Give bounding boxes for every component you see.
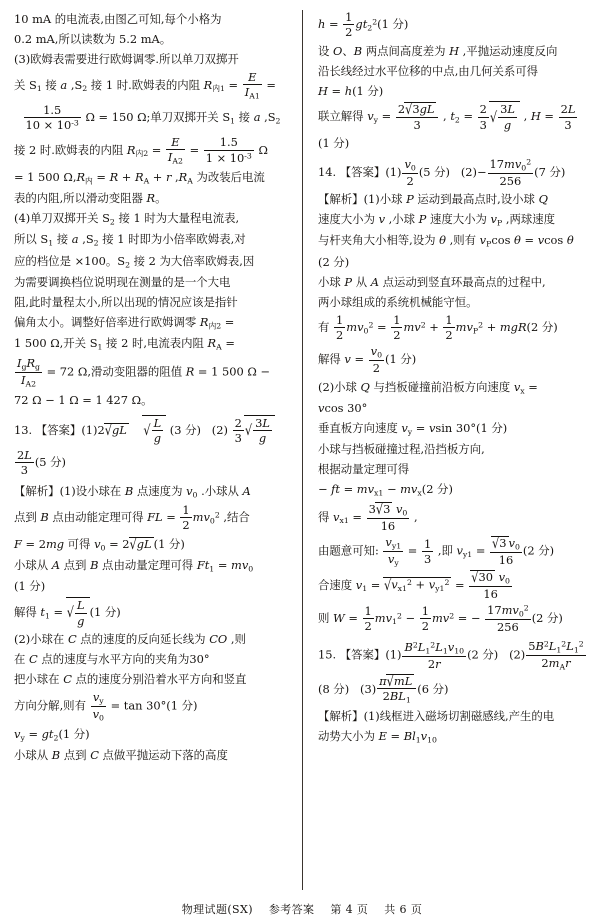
text-line: 为需要调换档位说明现在测量的是一个大电 (14, 275, 231, 290)
text-line: 联立解得 $v_y$ = $\frac{2√3gL}{3}$ , $t_2$ = $\frac{2}{3}$ √ $\frac{3L}{g}$ , H = $\frac{2L}{3}$ (318, 100, 576, 132)
text-line: 动势大小为 $E = Bl_1v_{10}$ (318, 729, 437, 745)
text-line: 关 $S_1$ 接 a $,S_2$ 接 1 时.欧姆表的内阻 $R_{内1}$ = $\frac{E}{I_{A1}}$ = (14, 69, 276, 101)
equation-line: $\frac{1.5}{10 \times 10^{-3}}$ Ω = 150 Ω;单刀双掷开关 $S_1$ 接 a $,S_2$ (25, 103, 281, 133)
page-footer (0, 901, 604, 917)
text-line: 两小球组成的系统机械能守恒。 (318, 294, 478, 309)
text-line: 由题意可知: $\frac{v_{y1}}{v_y}$ = $\frac{1}{3}$ ,即 $v_{y1}$ = $\frac{√3 v_0}{16}$ (2 分) (318, 533, 555, 568)
text-line: 应的档位是 ×100。$S_2$ 接 2 为大倍率欧姆表,因 (14, 253, 255, 270)
text-line: 解得 $t_1$ = √ $\frac{L}{g}$ (1 分) (14, 598, 121, 628)
text-line: 偏角太小。调整好倍率进行欧姆调零 $R_{内2}$ = (14, 315, 235, 331)
q13-number: 13. (14, 423, 33, 438)
footer-total: 共 6 页 (384, 903, 423, 916)
text-line: 方向分解,则有 $\frac{v_y}{v_0}$ = tan 30°(1 分) (14, 689, 198, 723)
q14-analysis-label: 【解析】(1)小球 P 运动到最高点时,设小球 Q (318, 192, 548, 207)
two-column-layout (14, 10, 590, 890)
q13-analysis-label: 【解析】(1)设小球在 B 点速度为 $v_0$ .小球从 A (14, 483, 251, 500)
text-line: 设 O、B 两点间高度差为 H ,平抛运动速度反向 (318, 43, 558, 58)
footer-page: 第 4 页 (330, 903, 369, 916)
q15-analysis-label: 【解析】(1)线框进入磁场切割磁感线,产生的电 (318, 709, 555, 724)
text-line: 所以 $S_1$ 接 a $,S_2$ 接 1 时即为小倍率欧姆表,对 (14, 232, 246, 248)
text-line: F = 2mg 可得 $v_0 = 2√gL$ (1 分) (14, 534, 185, 553)
text-line: 合速度 $v_1 = √v_{x1}^2 + v_{y1}^2$ = $\frac{√30 v_0}{16}$ (318, 567, 510, 601)
text-line: 垂直板方向速度 $v_y = vsin$ 30°(1 分) (318, 420, 508, 437)
text-line: 则 W = $\frac{1}{2}$ $mv_1^2$ − $\frac{1}{2}$ $mv^2$ = − $\frac{17mv_0^2}{256}$ (2 分) (318, 603, 563, 635)
text-line: 接 2 时.欧姆表的内阻 $R_{内2}$ = $\frac{E}{I_{A2}}$ = $\frac{1.5}{1 \times 10^{-3}}$ Ω (14, 134, 268, 166)
text-line: (2)小球在 C 点的速度的反向延长线为 CO ,则 (14, 632, 246, 646)
question-13: 13. 【答案】(1)2√gL √ $\frac{L}{g}$ (3 分) (2) $\frac{2}{3}$ √ $\frac{3L}{g}$ (14, 415, 289, 446)
text-line: 小球从 A 点到 B 点由动量定理可得 $Ft_1 = mv_0$ (14, 558, 254, 574)
text-line: 有 $\frac{1}{2}$ $mv_0^2$ = $\frac{1}{2}$ $mv^2$ + $\frac{1}{2}$ $mv_P^2 + mgR(2$ 分) (318, 312, 558, 342)
text-line: 0.2 mA,所以读数为 5.2 mA。 (14, 31, 172, 46)
text-line: (2 分) (318, 254, 350, 269)
equation-line: h = $\frac{1}{2}$ $gt_2^2(1$ 分) (318, 10, 409, 40)
text-line: (1 分) (14, 579, 46, 594)
text-line: (4)单刀双掷开关 $S_2$ 接 1 时为大量程电流表, (14, 211, 240, 227)
text-line: (1 分) (318, 136, 350, 151)
q15-answer-cont: (8 分) (3) $\frac{\pi√mL}{2BL_1}$ (6 分) (318, 671, 449, 705)
text-line: 阻,此时量程太小,所以出现的情况应该是指针 (14, 295, 238, 310)
question-15: 15. 【答案】(1) $\frac{B^2L_1^2L_1v_{10}}{2r}$ (2 分) (2) $\frac{5B^2L_1^2L_1^2}{2m_Ar}$ (318, 638, 584, 672)
text-line: 10 mA 的电流表,由图乙可知,每个小格为 (14, 12, 222, 26)
question-14: 14. 【答案】(1) $\frac{v_0}{2}$ (5 分) (2)− $\frac{17mv_0^2}{256}$ (7 分) (318, 156, 566, 188)
text-line: − ft = $mv_{x1} - mv_x(2$ 分) (318, 482, 453, 498)
text-line: 得 $v_{x1}$ = $\frac{3√3 v_0}{16}$ , (318, 499, 418, 533)
text-line: $\frac{I_gR_g}{I_{A2}}$ = 72 Ω,滑动变阻器的阻值 R = 1 500 Ω − (17, 355, 270, 389)
text-line: 速度大小为 v ,小球 P 速度大小为 $v_P$ ,两球速度 (318, 212, 556, 228)
q13-answer-label: 【答案】 (35, 423, 82, 438)
q14-number: 14. (318, 164, 337, 179)
footer-subject: 物理试题(SX) (181, 903, 253, 916)
text-line: (2)小球 Q 与挡板碰撞前沿板方向速度 $v_x$ = (318, 379, 538, 395)
text-line: 1 500 Ω,开关 $S_1$ 接 2 时,电流表内阻 $R_A$ = (14, 336, 235, 352)
text-line: 把小球在 C 点的速度分别沿着水平方向和竖直 (14, 671, 247, 686)
text-line: 解得 v = $\frac{v_0}{2}$ (1 分) (318, 344, 417, 376)
text-line: 小球 P 从 A 点运动到竖直环最高点的过程中, (318, 274, 546, 289)
text-line: $v_y = gt_2(1$ 分) (14, 726, 90, 743)
right-column (302, 10, 590, 890)
q14-answer-label: 【答案】 (339, 164, 386, 179)
footer-doctype: 参考答案 (268, 903, 315, 916)
text-line: 表的内阻,所以滑动变阻器 R。 (14, 191, 167, 206)
text-line: 点到 B 点由动能定理可得 FL = $\frac{1}{2}$ $mv_0^2$ ,结合 (14, 503, 250, 533)
left-column (14, 10, 302, 890)
text-line: 在 C 点的速度与水平方向的夹角为30° (14, 651, 210, 666)
text-line: 72 Ω − 1 Ω = 1 427 Ω。 (14, 392, 153, 407)
text-line: 根据动量定理可得 (318, 462, 410, 477)
text-line: 小球从 B 点到 C 点做平抛运动下落的高度 (14, 748, 228, 763)
q15-answer-label: 【答案】 (339, 647, 386, 662)
text-line: H = h(1 分) (318, 83, 384, 98)
text-line: = 1 500 $\Omega,R_内 = R + R_A + r$ $,R_A$ 为改装后电流 (14, 169, 265, 186)
text-line: vcos 30° (318, 400, 368, 415)
text-line: 与杆夹角大小相等,设为 θ ,则有 $v_P\cos$ θ = vcos θ (318, 233, 574, 249)
text-line: 小球与挡板碰撞过程,沿挡板方向, (318, 442, 485, 457)
text-line: 沿长线经过水平位移的中点,由几何关系可得 (318, 63, 539, 78)
q15-number: 15. (318, 647, 337, 662)
q13-answer-cont: $\frac{2L}{3}$ (5 分) (17, 447, 66, 477)
text-line: (3)欧姆表需要进行欧姆调零.所以单刀双掷开 (14, 51, 239, 66)
